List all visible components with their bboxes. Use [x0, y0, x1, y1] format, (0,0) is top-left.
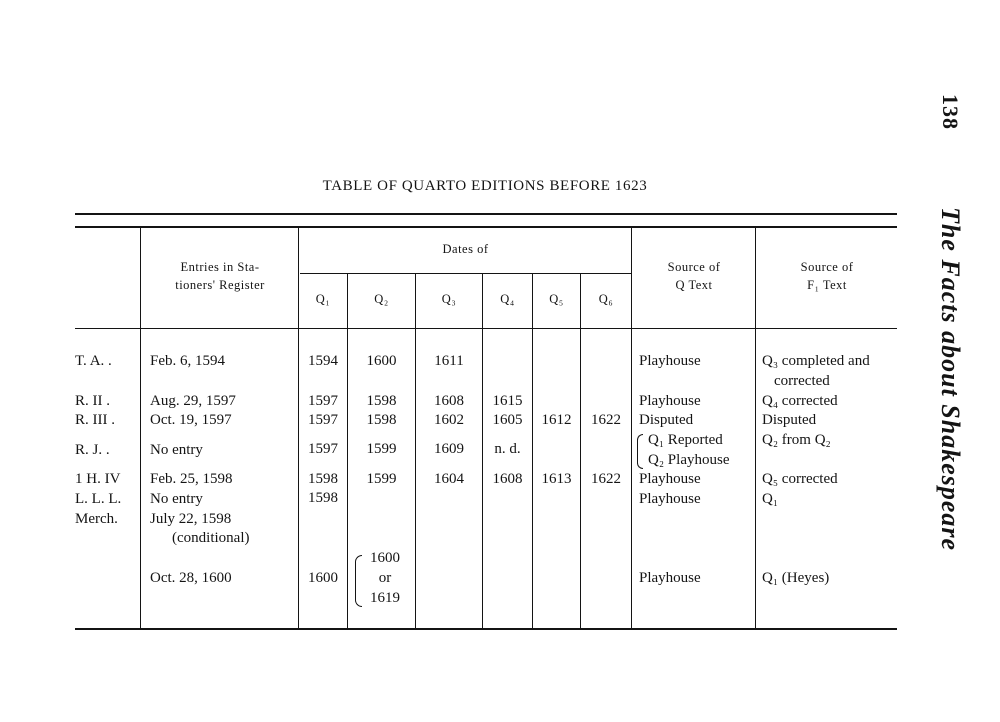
register-entry: No entry: [150, 442, 203, 458]
source-q-text-cont: Q₂ Playhouse: [648, 452, 730, 468]
play-name: L. L. L.: [75, 491, 122, 507]
top-rule-2: [75, 226, 897, 228]
q5-date: 1613: [541, 471, 572, 487]
q3-date: 1602: [434, 412, 464, 428]
q3-date: 1608: [434, 393, 464, 409]
register-entry: Oct. 19, 1597: [150, 412, 232, 428]
q5-date: 1612: [541, 412, 572, 428]
header-q1: Q₁: [315, 292, 331, 306]
q4-date: 1605: [492, 412, 523, 428]
source-f-text: Q₂ from Q₂: [762, 432, 831, 448]
source-q-text: Disputed: [639, 412, 694, 428]
header-q6: Q₆: [598, 292, 614, 306]
q6-date: 1622: [591, 412, 621, 428]
header-dates-of: Dates of: [442, 242, 489, 256]
source-q-text: Playhouse: [639, 471, 701, 487]
register-entry: July 22, 1598: [150, 511, 232, 527]
source-f-text-cont: corrected: [774, 373, 830, 389]
source-q-text: Playhouse: [639, 570, 701, 586]
header-q3: Q₃: [441, 292, 457, 306]
register-entry: Feb. 6, 1594: [150, 353, 225, 369]
play-name: T. A. .: [75, 353, 112, 369]
q6-date: 1622: [591, 471, 621, 487]
q1-date: 1598: [308, 490, 338, 506]
source-f-text: Disputed: [762, 412, 817, 428]
q1-date: 1598: [308, 471, 338, 487]
q1-date: 1600: [308, 570, 338, 586]
header-source-f-line2: F₁ Text: [807, 278, 847, 292]
source-q-text: Playhouse: [639, 393, 701, 409]
header-q4: Q₄: [500, 292, 515, 306]
table-title: TABLE OF QUARTO EDITIONS BEFORE 1623: [322, 178, 648, 194]
q4-date: n. d.: [494, 441, 521, 457]
page-number: 138: [938, 94, 963, 130]
q1-date: 1597: [308, 441, 338, 457]
q1-date: 1597: [308, 412, 338, 428]
header-entries-line2: tioners' Register: [175, 278, 265, 292]
q3-date: 1611: [434, 353, 464, 369]
header-entries-line1: Entries in Sta-: [180, 260, 260, 274]
source-f-text: Q₄ corrected: [762, 393, 838, 409]
source-q-text: Playhouse: [639, 353, 701, 369]
dates-rule: [300, 273, 632, 274]
q3-date: 1609: [434, 441, 464, 457]
q2-date: 1598: [366, 393, 397, 409]
q2-date: 1600: [366, 353, 397, 369]
header-bottom-rule: [75, 328, 897, 329]
register-entry: Feb. 25, 1598: [150, 471, 233, 487]
source-f-text: Q₁ (Heyes): [762, 570, 830, 586]
register-entry-note: (conditional): [172, 530, 250, 546]
header-source-q-line1: Source of: [667, 260, 721, 274]
register-entry: No entry: [150, 491, 203, 507]
q1-date: 1597: [308, 393, 338, 409]
running-head: [935, 94, 965, 551]
header-source-f: [757, 258, 897, 294]
header-source-q: [633, 258, 755, 294]
header-source-q-line2: Q Text: [675, 278, 713, 292]
brace: [637, 434, 643, 469]
header-entries: [142, 258, 298, 294]
header-source-f-line1: Source of: [800, 260, 854, 274]
play-name: 1 H. IV: [75, 471, 121, 487]
header-q2: Q₂: [374, 292, 389, 306]
q4-date: 1608: [492, 471, 523, 487]
play-name: R. J. .: [75, 442, 110, 458]
q3-date: 1604: [434, 471, 464, 487]
q2-date-alt: 1619: [370, 590, 400, 606]
q2-or: or: [378, 570, 392, 586]
q1-date: 1594: [308, 353, 338, 369]
play-name: R. II .: [75, 393, 110, 409]
q2-date: 1600: [370, 550, 400, 566]
register-entry: Aug. 29, 1597: [150, 393, 236, 409]
bottom-rule: [75, 628, 897, 630]
header-q5: Q₅: [549, 292, 564, 306]
source-q-text: Q₁ Reported: [648, 432, 723, 448]
col-rule: [532, 274, 533, 628]
col-rule: [580, 274, 581, 628]
q4-date: 1615: [492, 393, 523, 409]
play-name: R. III .: [75, 412, 115, 428]
play-name: Merch.: [75, 511, 118, 527]
source-f-text: Q₃ completed and: [762, 353, 870, 369]
q2-date: 1599: [366, 471, 397, 487]
q2-date: 1599: [366, 441, 397, 457]
book-title: The Facts about Shakespeare: [936, 206, 965, 551]
source-f-text: Q₁: [762, 491, 779, 507]
register-entry-second: Oct. 28, 1600: [150, 570, 232, 586]
source-f-text: Q₅ corrected: [762, 471, 838, 487]
q2-date: 1598: [366, 412, 397, 428]
top-rule: [75, 213, 897, 215]
source-q-text: Playhouse: [639, 491, 701, 507]
